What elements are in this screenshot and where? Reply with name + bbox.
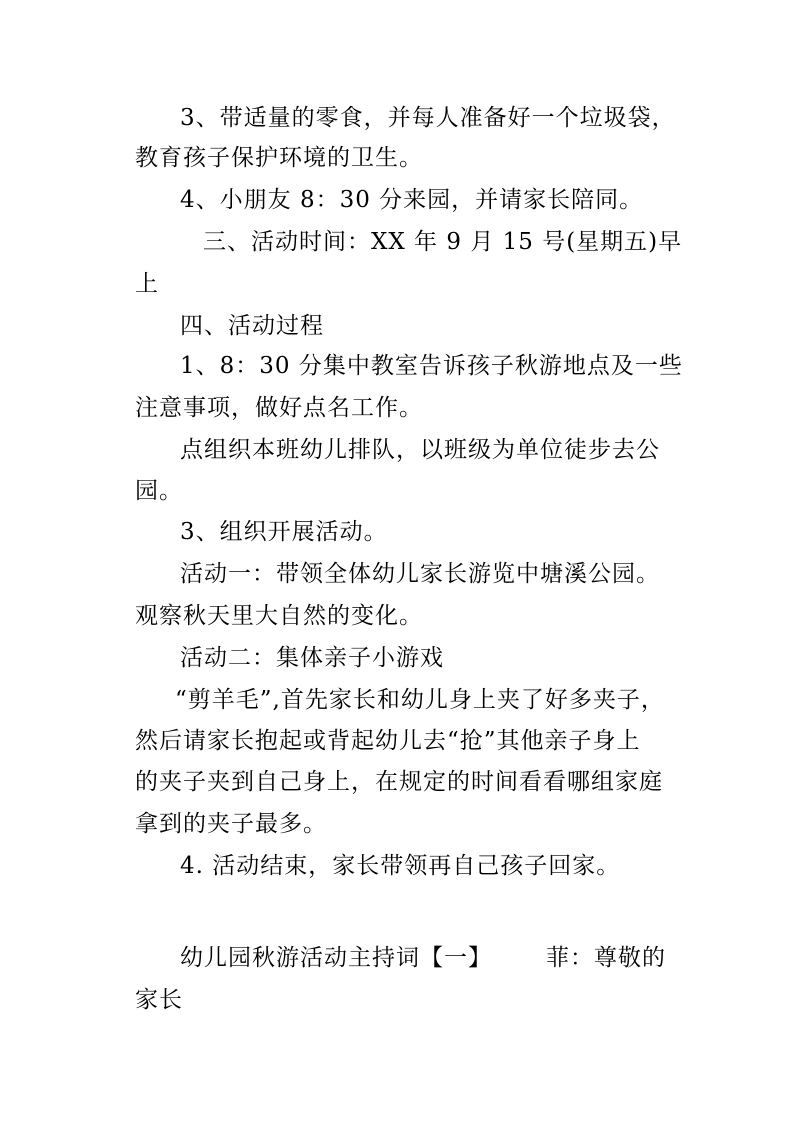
section-3-time: 三、活动时间：XX 年 9 月 15 号(星期五)早 <box>203 229 683 255</box>
process-step-3: 3、组织开展活动。 <box>180 519 388 545</box>
item-3-snacks-cont: 教育孩子保护环境的卫生。 <box>135 145 423 171</box>
process-step-2: 点组织本班幼儿排队，以班级为单位徒步去公 <box>180 437 660 463</box>
activity-2-game-cont-3: 拿到的夹子最多。 <box>135 811 327 837</box>
host-script-continuation: 家长 <box>135 987 183 1013</box>
section-3-time-cont: 上 <box>135 271 159 297</box>
activity-1: 活动一：带领全体幼儿家长游览中塘溪公园。 <box>180 561 660 587</box>
process-step-4: 4. 活动结束，家长带领再自己孩子回家。 <box>180 853 621 879</box>
activity-1-cont: 观察秋天里大自然的变化。 <box>135 603 423 629</box>
activity-2-game-cont-1: 然后请家长抱起或背起幼儿去“抢”其他亲子身上 <box>135 728 641 754</box>
item-4-arrival: 4、小朋友 8：30 分来园，并请家长陪同。 <box>180 187 644 213</box>
activity-2-game-cont-2: 的夹子夹到自己身上，在规定的时间看看哪组家庭 <box>135 769 663 795</box>
section-4-heading: 四、活动过程 <box>180 313 324 339</box>
host-script-heading: 幼儿园秋游活动主持词【一】 <box>180 945 492 971</box>
host-script-heading-line <box>180 944 666 972</box>
activity-2: 活动二：集体亲子小游戏 <box>180 645 444 671</box>
activity-2-game: “剪羊毛”,首先家长和幼儿身上夹了好多夹子， <box>175 687 665 713</box>
process-step-1-cont: 注意事项，做好点名工作。 <box>135 395 423 421</box>
host-speaker: 菲：尊敬的 <box>546 945 666 971</box>
process-step-2-cont: 园。 <box>135 478 183 504</box>
process-step-1: 1、8：30 分集中教室告诉孩子秋游地点及一些 <box>180 353 683 379</box>
item-3-snacks: 3、带适量的零食，并每人准备好一个垃圾袋， <box>180 105 676 131</box>
